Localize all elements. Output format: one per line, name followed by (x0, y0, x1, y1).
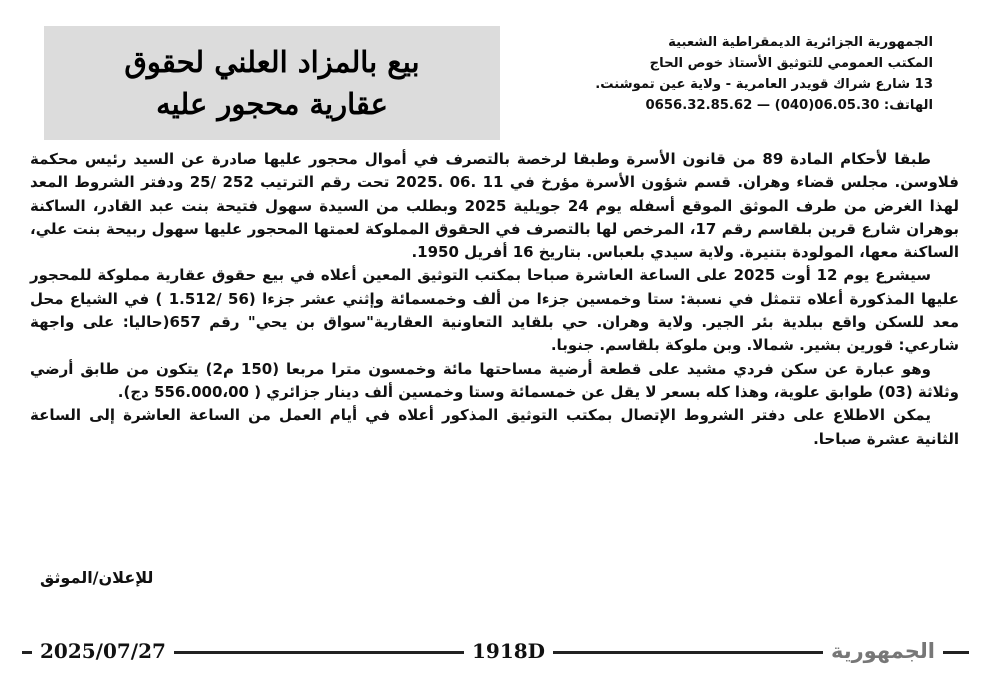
page-footer (22, 634, 969, 668)
ad-code: 1918D (464, 636, 553, 666)
headline-line-2: عقارية محجور عليه (156, 87, 388, 121)
paragraph-property-price: وهو عبارة عن سكن فردي مشيد على قطعة أرضية مساحتها مائة وخمسون مترا مربعا (150 م2) يتكون من طابق أرضي وثلاثة (03) طوابق علوية، وهذا كله بسعر لا يقل عن خمسمائة وستا وخمسين ألف دينار جزائري ( 556.000،00 دج). (30, 359, 959, 401)
notice-header (44, 26, 933, 144)
office-line-phone: الهاتف: 06.05.30(040) — 0656.32.85.62 (645, 98, 933, 113)
paragraph-sale-details: سيشرع يوم 12 أوت 2025 على الساعة العاشرة صباحا بمكتب التوثيق المعين أعلاه في بيع حقوق عقارية مملوكة للمحجور عليها المذكورة أعلاه تتمثل في نسبة: ستا وخمسين جزءا من ألف وخمسمائة وإثني عشر جزءا (56 /1.512 ) في الشياع محل معد للسكن واقع ببلدية بئر الجير. ولاية وهران. حي بلقايد التعاونية العقارية"سواق بن يحي" رقم 657(حاليا: على واجهة شارعي: قورين بشير. شمالا. وبن ملوكة بلقاسم. جنوبا. (30, 266, 960, 355)
office-line-notary: المكتب العمومي للتوثيق الأستاذ خوص الحاج (649, 56, 933, 71)
headline-line-1: بيع بالمزاد العلني لحقوق (124, 45, 420, 79)
paragraph-consultation: يمكن الاطلاع على دفتر الشروط الإتصال بمكتب التوثيق المذكور أعلاه في أيام العمل من الساعة العاشرة إلى الساعة الثانية عشرة صباحا. (30, 406, 959, 448)
signature: للإعلان/الموثق (40, 568, 154, 587)
issue-date: 2025/07/27 (32, 636, 174, 666)
office-line-country: الجمهورية الجزائرية الديمقراطية الشعبية (668, 35, 933, 50)
headline-box (44, 26, 500, 140)
paragraph-authorization: طبقا لأحكام المادة 89 من قانون الأسرة وطبقا لرخصة بالتصرف في أموال محجور عليها صادرة عن السيد رئيس محكمة فلاوسن. مجلس قضاء وهران. قسم شؤون الأسرة مؤرخ في 11 .06 .2025 تحت رقم الترتيب 252 /25 ودفتر الشروط المعد لهذا الغرض من طرف الموثق الموقع أسفله يوم 24 جويلية 2025 وبطلب من السيدة سهول فتيحة بنت عبد القادر، الساكنة بوهران شارع قرين بلقاسم رقم 17، المرخص لها بالتصرف في الحقوق المملوكة لعمتها المحجور عليها سهول ربيحة بنت علي، الساكنة معها، المولودة بتنيرة. ولاية سيدي بلعباس. بتاريخ 16 أفريل 1950. (30, 150, 960, 262)
notice-body (30, 148, 959, 451)
notary-office-info (573, 32, 933, 116)
newspaper-brand: الجمهورية (823, 636, 943, 666)
office-line-address: 13 شارع شراك قويدر العامرية - ولاية عين تموشنت. (595, 77, 933, 92)
